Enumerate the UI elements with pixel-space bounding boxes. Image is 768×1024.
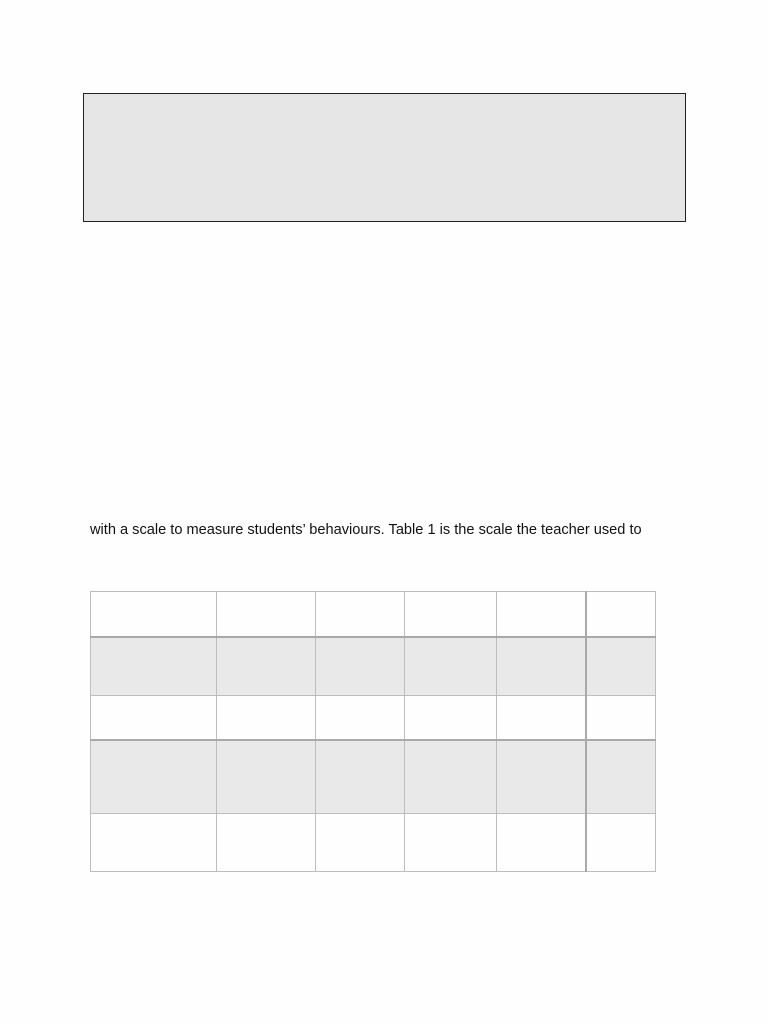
table-cell [91, 740, 217, 814]
table-cell [405, 592, 497, 637]
table-cell [316, 637, 405, 696]
table-cell [316, 592, 405, 637]
table-cell [91, 814, 217, 872]
table-cell [586, 740, 656, 814]
table-cell [217, 814, 316, 872]
table-cell [316, 740, 405, 814]
table-cell [586, 696, 656, 740]
table-cell [405, 740, 497, 814]
table-cell [217, 740, 316, 814]
table-cell [586, 814, 656, 872]
scale-table [90, 591, 656, 872]
table-cell [91, 696, 217, 740]
table-cell [497, 696, 586, 740]
table-cell [497, 740, 586, 814]
table-cell [405, 814, 497, 872]
table-cell [405, 637, 497, 696]
table-cell [405, 696, 497, 740]
table-cell [91, 637, 217, 696]
table-cell [91, 592, 217, 637]
table-cell [497, 637, 586, 696]
table-row [91, 740, 656, 814]
table-row [91, 696, 656, 740]
table-cell [586, 592, 656, 637]
body-text-line: with a scale to measure students’ behaviours. Table 1 is the scale the teacher used to [90, 522, 642, 538]
table-cell [497, 592, 586, 637]
table-row [91, 814, 656, 872]
shaded-header-box [83, 93, 686, 222]
table-cell [586, 637, 656, 696]
table-cell [316, 814, 405, 872]
table-cell [217, 696, 316, 740]
table-cell [316, 696, 405, 740]
table-cell [217, 637, 316, 696]
table-row [91, 592, 656, 637]
table-row [91, 637, 656, 696]
table-cell [497, 814, 586, 872]
table-cell [217, 592, 316, 637]
